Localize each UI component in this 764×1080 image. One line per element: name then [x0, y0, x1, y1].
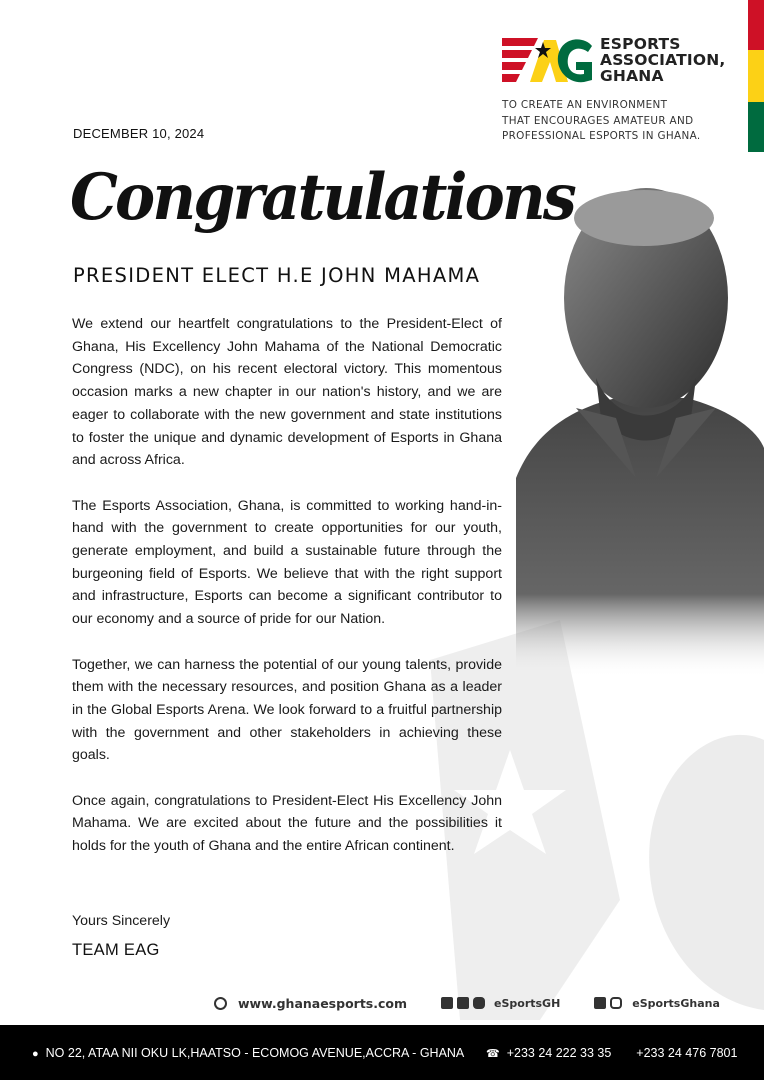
- twitch-icon[interactable]: [457, 997, 469, 1009]
- org-name-line1: ESPORTS: [600, 35, 681, 53]
- paragraph-3: Together, we can harness the potential of our young talents, provide them with the necessary resources, and position Ghana as a leader in the Global Esports Arena. We look forward to a fruitful partnership with the government and other stakeholders in achieving these goals.: [72, 656, 502, 764]
- letter-subtitle: PRESIDENT ELECT H.E JOHN MAHAMA: [73, 264, 481, 287]
- paragraph-4: Once again, congratulations to President-Elect His Excellency John Mahama. We are excited about the future and the possibilities it holds for the youth of Ghana and the entire African continent.: [72, 792, 502, 855]
- youtube-icon[interactable]: [473, 997, 485, 1009]
- phone-1[interactable]: +233 24 222 33 35: [506, 1046, 612, 1060]
- phone-icon: ☎: [486, 1048, 500, 1060]
- footer-address: [32, 1046, 464, 1060]
- globe-icon: [214, 997, 227, 1010]
- handle-esportsghana[interactable]: eSportsGhana: [632, 996, 720, 1010]
- location-pin-icon: ●: [32, 1048, 39, 1060]
- handle-esportsgh[interactable]: eSportsGH: [494, 996, 561, 1010]
- address-text: NO 22, ATAA NII OKU LK,HAATSO - ECOMOG AVENUE,ACCRA - GHANA: [45, 1046, 465, 1060]
- congratulations-title: Congratulations: [70, 160, 574, 235]
- letter-body: [72, 313, 502, 881]
- phone-2[interactable]: +233 24 476 7801: [636, 1046, 738, 1060]
- paragraph-2: The Esports Association, Ghana, is committed to working hand-in-hand with the government to create opportunities for our youth, generate employment, and build a sustainable future through the burgeoning field of Esports. We believe that with the right support and infrastructure, Esports can become a significant contributor to our economy and a source of pride for our Nation.: [72, 497, 502, 628]
- footer-phones: [486, 1046, 737, 1060]
- org-name-line2: ASSOCIATION,: [600, 51, 726, 69]
- footer-bar: [0, 1025, 764, 1080]
- instagram-icon[interactable]: [610, 997, 622, 1009]
- website-link[interactable]: www.ghanaesports.com: [238, 995, 408, 1011]
- eag-logo: [500, 32, 594, 88]
- closing-line: Yours Sincerely: [72, 913, 171, 929]
- org-name: [600, 36, 726, 84]
- facebook-icon[interactable]: [441, 997, 453, 1009]
- tagline-line1: TO CREATE AN ENVIRONMENT: [502, 99, 668, 111]
- ghana-flag-strip: [748, 0, 764, 152]
- tagline: [502, 98, 701, 145]
- twitter-icon[interactable]: [594, 997, 606, 1009]
- signature: TEAM EAG: [72, 941, 160, 959]
- tagline-line2: THAT ENCOURAGES AMATEUR AND: [502, 114, 694, 127]
- org-name-line3: GHANA: [600, 67, 664, 85]
- flag-red-band: [748, 0, 764, 50]
- flag-yellow-band: [748, 50, 764, 102]
- paragraph-1: We extend our heartfelt congratulations to the President-Elect of Ghana, His Excellency John Mahama of the National Democratic Congress (NDC), on his recent electoral victory. This momentous occasion marks a new chapter in our nation's history, and we are eager to collaborate with the new government and state institutions to foster the unique and dynamic development of Esports in Ghana and across Africa.: [72, 316, 502, 469]
- flag-green-band: [748, 102, 764, 152]
- social-row: [214, 994, 720, 1012]
- letter-date: DECEMBER 10, 2024: [73, 126, 205, 141]
- tagline-line3: PROFESSIONAL ESPORTS IN GHANA.: [502, 130, 701, 142]
- president-portrait: [516, 178, 764, 678]
